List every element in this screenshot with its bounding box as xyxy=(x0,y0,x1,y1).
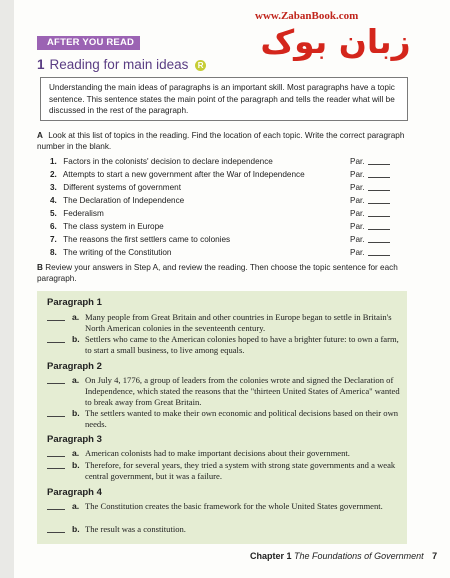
topic-text: The Declaration of Independence xyxy=(63,196,185,205)
answer-blank[interactable] xyxy=(368,164,390,165)
choice-letter: b. xyxy=(72,334,80,344)
exercise-number: 1 xyxy=(37,57,45,72)
topic-text: Federalism xyxy=(63,209,104,218)
answer-blank[interactable] xyxy=(368,216,390,217)
step-b-text: Review your answers in Step A, and review the reading. Then choose the topic sentence for each paragraph. xyxy=(37,263,398,283)
answer-blank[interactable] xyxy=(368,190,390,191)
paragraph-heading: Paragraph 2 xyxy=(47,361,102,372)
topic-number: 2. xyxy=(50,170,57,179)
par-label: Par. xyxy=(350,196,365,205)
topic-item xyxy=(50,181,400,194)
choice-text: The Constitution creates the basic framework for the whole United States government. xyxy=(85,501,383,511)
intro-box xyxy=(40,77,408,121)
answer-blank[interactable] xyxy=(47,342,65,343)
par-label: Par. xyxy=(350,222,365,231)
par-label: Par. xyxy=(350,170,365,179)
topic-text: Factors in the colonists' decision to declare independence xyxy=(63,157,273,166)
topic-number: 7. xyxy=(50,235,57,244)
step-a-instructions xyxy=(37,130,417,152)
topic-item xyxy=(50,155,400,168)
choice-item xyxy=(47,312,402,334)
topic-item xyxy=(50,207,400,220)
topic-text: Different systems of government xyxy=(63,183,181,192)
step-b-instructions xyxy=(37,262,417,284)
choice-item xyxy=(47,334,402,356)
choice-item xyxy=(47,448,402,459)
answer-blank[interactable] xyxy=(368,229,390,230)
answer-blank[interactable] xyxy=(368,203,390,204)
intro-text: Understanding the main ideas of paragraphs is an important skill. Most paragraphs have a topic sentence. This sentence states the main point of the paragraph and tells the reader what will be discussed in the rest of the paragraph. xyxy=(49,83,395,115)
step-b-letter: B xyxy=(37,263,43,272)
answer-blank[interactable] xyxy=(368,242,390,243)
choice-item xyxy=(47,408,402,430)
topic-number: 1. xyxy=(50,157,57,166)
chapter-label: Chapter 1 xyxy=(250,551,292,561)
chapter-title: The Foundations of Government xyxy=(294,551,424,561)
paragraph-choices-panel xyxy=(37,291,407,544)
topic-number: 5. xyxy=(50,209,57,218)
answer-blank[interactable] xyxy=(47,468,65,469)
topic-number: 8. xyxy=(50,248,57,257)
choice-text: The settlers wanted to make their own economic and political decisions based on their own needs. xyxy=(85,408,399,429)
par-label: Par. xyxy=(350,157,365,166)
choice-item xyxy=(47,460,402,482)
choice-letter: b. xyxy=(72,408,80,418)
topic-number: 4. xyxy=(50,196,57,205)
watermark-url: www.ZabanBook.com xyxy=(255,10,359,22)
par-label: Par. xyxy=(350,248,365,257)
watermark-logo: زبان بوک xyxy=(260,22,411,61)
choice-text: Settlers who came to the American colonies hoped to have a brighter future: to own a farm, to start a small business, to live among equals. xyxy=(85,334,399,355)
paragraph-heading: Paragraph 4 xyxy=(47,487,102,498)
answer-blank[interactable] xyxy=(47,416,65,417)
topic-text: The class system in Europe xyxy=(63,222,164,231)
step-a-text: Look at this list of topics in the reading. Find the location of each topic. Write the correct paragraph number in the blank. xyxy=(37,131,405,151)
topic-number: 3. xyxy=(50,183,57,192)
answer-blank[interactable] xyxy=(368,177,390,178)
par-label: Par. xyxy=(350,183,365,192)
choice-item xyxy=(47,524,402,535)
choice-item xyxy=(47,501,402,512)
answer-blank[interactable] xyxy=(47,456,65,457)
section-banner-label: AFTER YOU READ xyxy=(47,37,135,48)
topic-item xyxy=(50,194,400,207)
answer-blank[interactable] xyxy=(47,532,65,533)
answer-blank[interactable] xyxy=(47,383,65,384)
choice-text: Therefore, for several years, they tried a system with strong state governments and a weak central government, but it was a failure. xyxy=(85,460,396,481)
topic-item xyxy=(50,246,400,259)
page-footer xyxy=(250,551,437,561)
topic-number: 6. xyxy=(50,222,57,231)
topic-text: The reasons the first settlers came to colonies xyxy=(63,235,231,244)
exercise-heading xyxy=(37,57,206,72)
par-label: Par. xyxy=(350,235,365,244)
topic-text: Attempts to start a new government after the War of Independence xyxy=(62,170,305,179)
paragraph-heading: Paragraph 1 xyxy=(47,297,102,308)
topic-item xyxy=(50,233,400,246)
answer-blank[interactable] xyxy=(368,255,390,256)
exercise-title: Reading for main ideas xyxy=(49,57,189,72)
page-edge-shadow xyxy=(0,0,14,578)
choice-text: The result was a constitution. xyxy=(85,524,186,534)
step-a-letter: A xyxy=(37,131,43,140)
choice-letter: a. xyxy=(72,501,80,511)
answer-blank[interactable] xyxy=(47,509,65,510)
page-number: 7 xyxy=(432,551,438,561)
paragraph-heading: Paragraph 3 xyxy=(47,434,102,445)
section-banner xyxy=(37,36,140,50)
choice-letter: a. xyxy=(72,312,80,322)
choice-letter: a. xyxy=(72,375,80,385)
topic-list xyxy=(50,155,400,259)
choice-text: On July 4, 1776, a group of leaders from the colonies wrote and signed the Declaration of Independence, which stated the reasons that the "thirteen United States of America" wanted to break away from Great Britain. xyxy=(85,375,400,407)
par-label: Par. xyxy=(350,209,365,218)
choice-item xyxy=(47,375,402,408)
choice-letter: b. xyxy=(72,460,80,470)
topic-item xyxy=(50,220,400,233)
choice-text: American colonists had to make important decisions about their government. xyxy=(85,448,350,458)
topic-item xyxy=(50,168,400,181)
answer-blank[interactable] xyxy=(47,320,65,321)
reading-skill-icon: R xyxy=(195,60,206,71)
choice-letter: b. xyxy=(72,524,80,534)
choice-letter: a. xyxy=(72,448,80,458)
choice-text: Many people from Great Britain and other countries in Europe began to settle in Britain's North American colonies in the seventeenth century. xyxy=(85,312,392,333)
topic-text: The writing of the Constitution xyxy=(63,248,172,257)
